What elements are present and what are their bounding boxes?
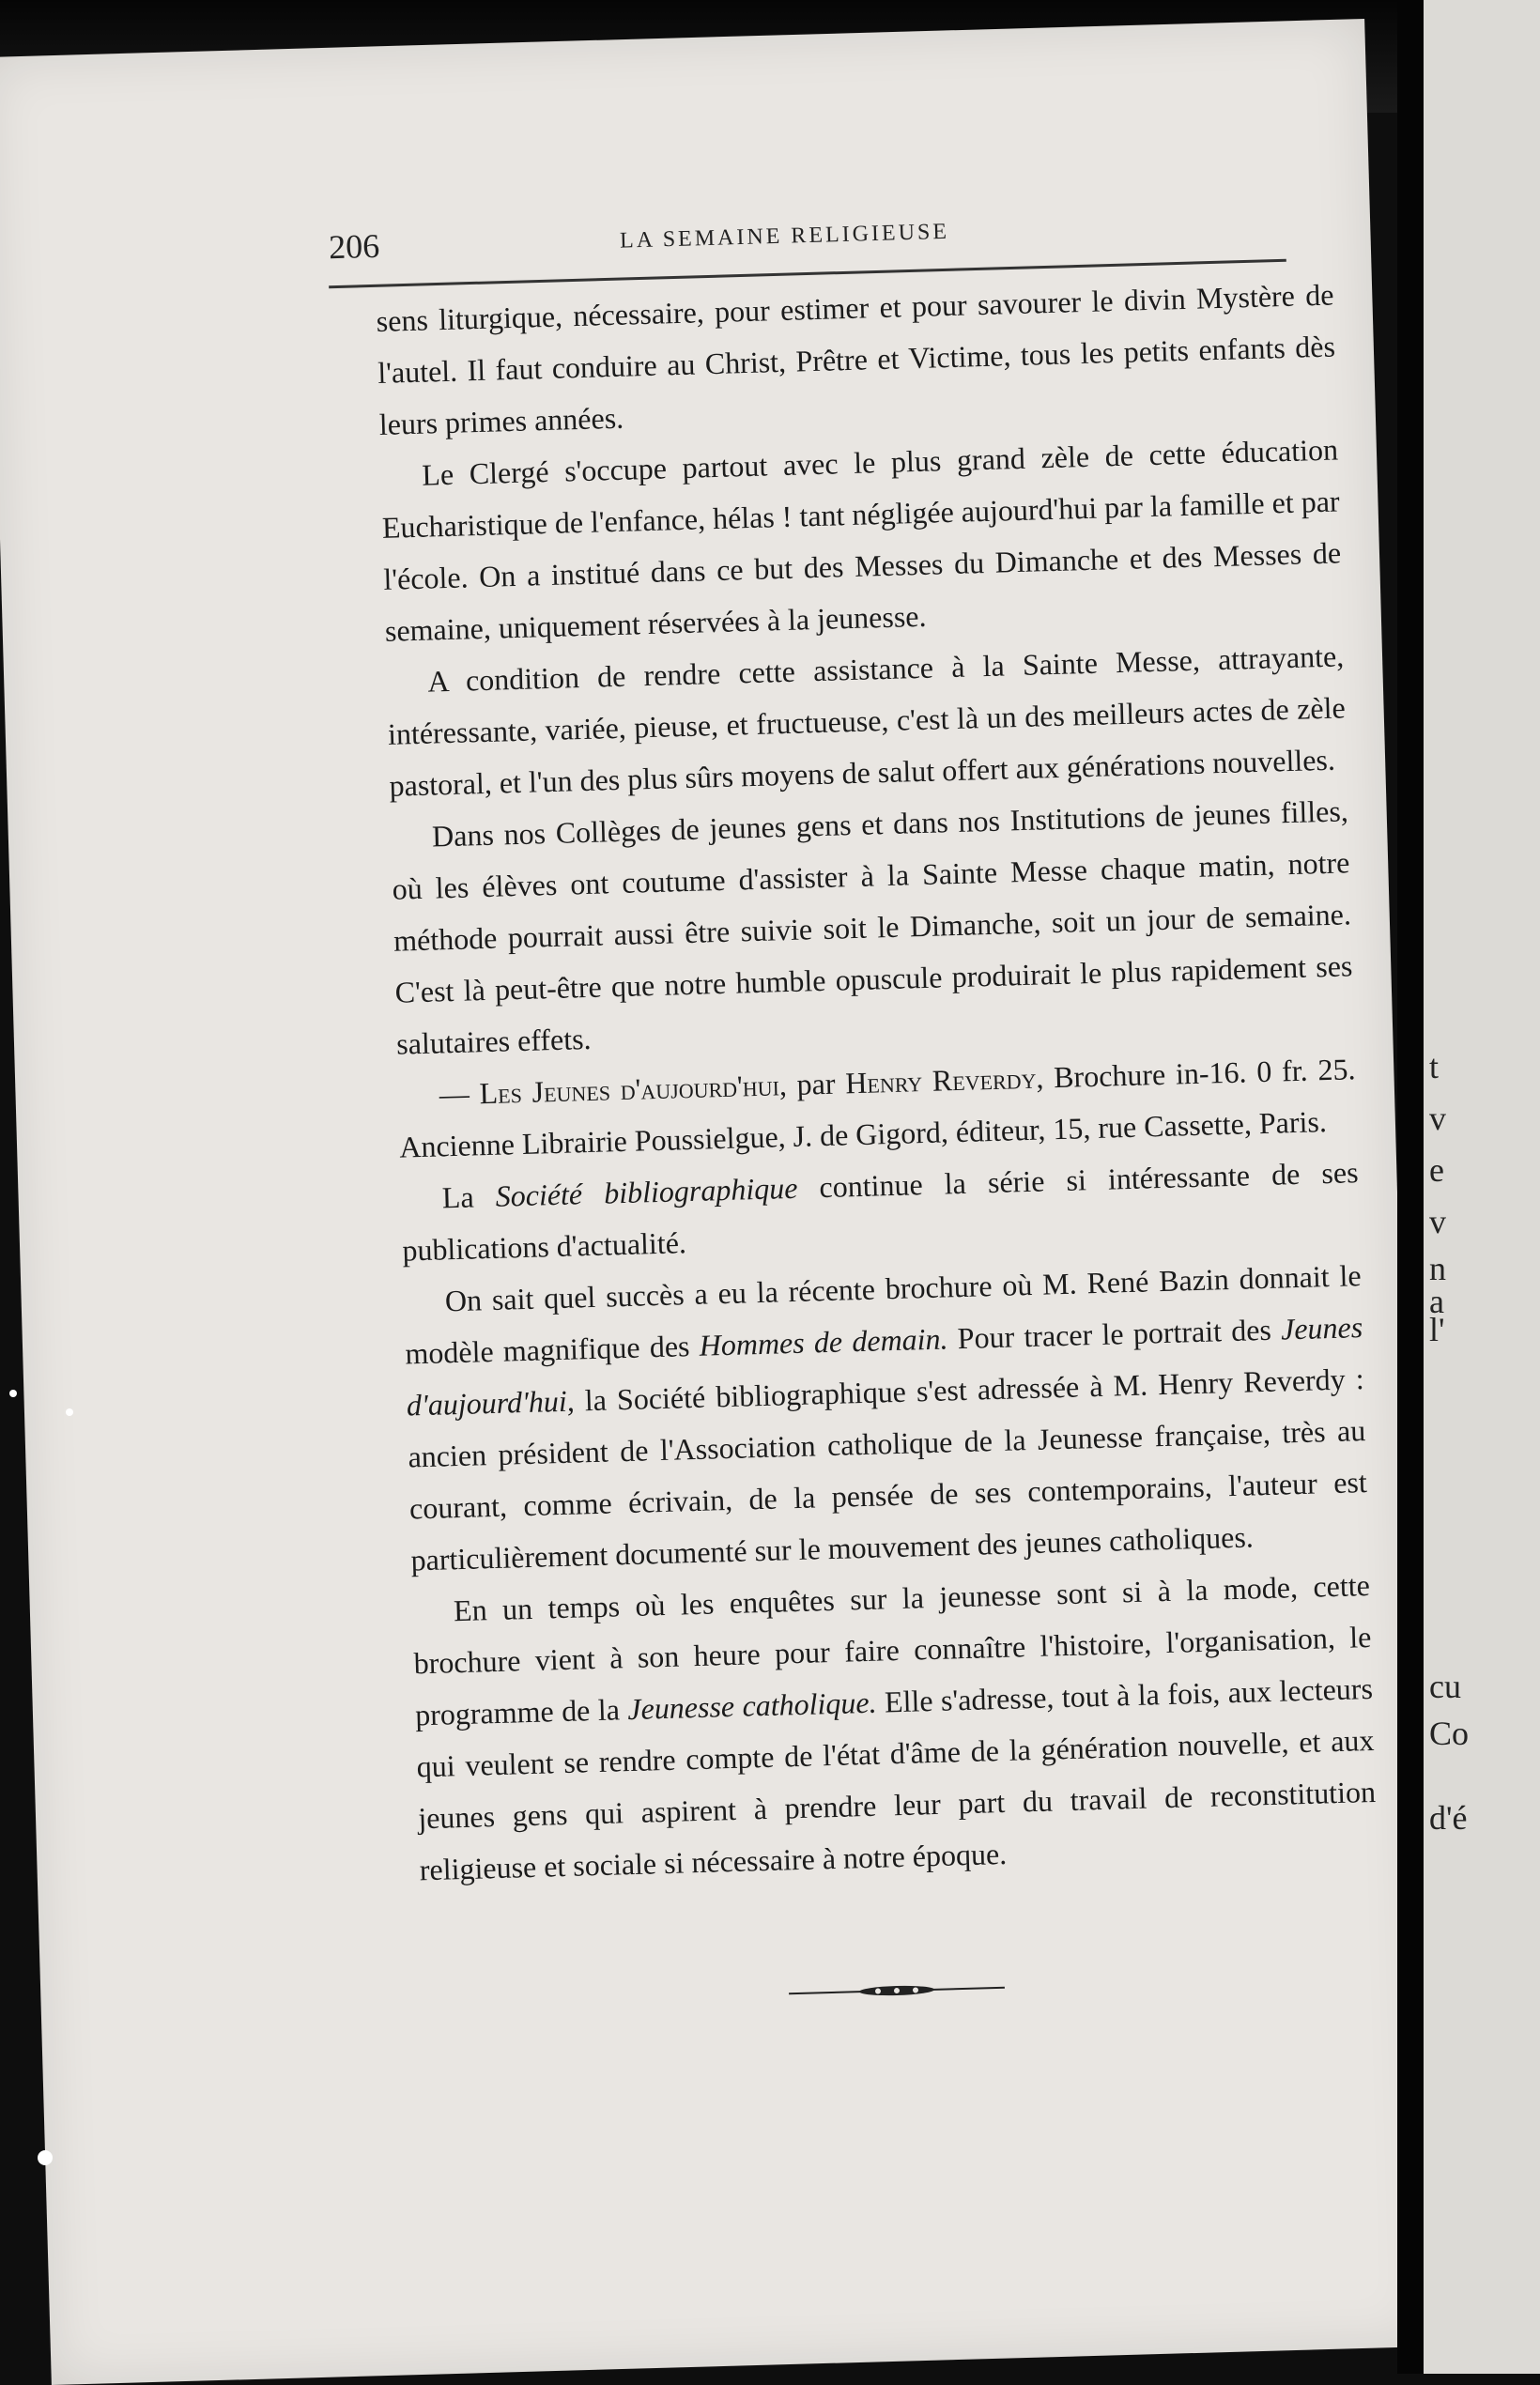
notice-details: , Brochure in-16. 0 fr. 25. Ancienne Librairie Poussielgue, J. de Gigord, éditeur, 15, rue Cassette, Paris.: [398, 1052, 1356, 1164]
facing-page-fragment: d'é: [1429, 1799, 1468, 1837]
running-title: LA SEMAINE RELIGIEUSE: [619, 219, 950, 254]
facing-page-fragment: t: [1429, 1048, 1440, 1085]
text-run: continue la série si intéressante de ses publications d'actualité.: [401, 1155, 1359, 1268]
facing-page-fragment: Co: [1429, 1715, 1470, 1752]
facing-page-fragment: cu: [1429, 1668, 1461, 1705]
text-run: La: [441, 1178, 497, 1215]
paragraph: A condition de rendre cette assistance à la Sainte Messe, attrayante, intéressante, variée, pieuse, et fructueuse, c'est là un des meilleurs actes de zèle pastoral, et l'un des plus sûrs moyens de salut offert aux générations nouvelles.: [387, 639, 1347, 803]
scan-speck: [66, 1408, 73, 1416]
facing-page-fragment: v: [1429, 1203, 1446, 1240]
page-gutter: [1397, 0, 1424, 2374]
text-run: la Société bibliographique s'est adressée à M. Henry Reverdy : ancien président de l'Association catholique de la Jeunesse française, très au courant, comme écrivain, de la pensée de ses contemporains, l'auteur est particulièrement documenté sur le mouvement des jeunes catholiques.: [408, 1362, 1368, 1577]
italic-run: Société bibliographique: [495, 1170, 798, 1213]
facing-page-fragment: n: [1429, 1250, 1446, 1287]
text-run: En un temps où les enquêtes sur la jeunesse sont si à la mode, cette brochure vient à son heure pour faire connaître l'histoire, l'organisation, le programme de la: [413, 1567, 1372, 1732]
book-author: Henry Reverdy: [844, 1060, 1037, 1100]
notice-dash: —: [439, 1076, 481, 1112]
text-run: Pour tracer le portrait des: [947, 1312, 1282, 1356]
text-run: Elle s'adresse, tout à la fois, aux lecteurs qui veulent se rendre compte de l'état d'âme de la génération nouvelle, et aux jeunes gens qui aspirent à prendre leur part du travail de reconstitution religieuse et sociale si nécessaire à notre époque.: [416, 1670, 1377, 1887]
paragraph: Dans nos Collèges de jeunes gens et dans nos Institutions de jeunes filles, où les élèves ont coutume d'assister à la Sainte Messe chaque matin, notre méthode pourrait aussi être suivie soit le Dimanche, soit un jour de semaine. C'est là peut-être que notre humble opuscule produirait le plus rapidement ses salutaires effets.: [392, 793, 1353, 1061]
facing-page-fragment: a: [1429, 1283, 1444, 1320]
italic-run: Jeunesse catholique.: [626, 1685, 878, 1727]
italic-run: Jeunes d'aujourd'hui,: [406, 1310, 1363, 1423]
facing-page-fragment: e: [1429, 1151, 1444, 1189]
paragraph: Le Clergé s'occupe partout avec le plus grand zèle de cette éducation Eucharistique de l'enfance, hélas ! tant négligée aujourd'hui par la famille et par l'école. On a institué dans ce but des Messes du Dimanche et des Messes de semaine, uniquement réservées à la jeunesse.: [381, 432, 1342, 648]
italic-run: Hommes de demain.: [699, 1321, 948, 1362]
page-number: 206: [328, 226, 380, 267]
paragraph: [411, 1560, 1378, 1896]
notice-by: , par: [778, 1066, 846, 1102]
scan-speck: [9, 1390, 17, 1397]
article-body: [376, 269, 1378, 1897]
book-title: Les Jeunes d'aujourd'hui: [479, 1068, 780, 1111]
paragraph: [403, 1250, 1369, 1586]
scan-speck: [38, 2150, 53, 2165]
facing-page-edge: [1424, 0, 1540, 2374]
text-run: On sait quel succès a eu la récente brochure où M. René Bazin donnait le modèle magnifique des: [404, 1258, 1363, 1371]
paragraph: sens liturgique, nécessaire, pour estimer et pour savourer le divin Mystère de l'autel. Il faut conduire au Christ, Prêtre et Victime, tous les petits enfants dès leurs primes années.: [376, 277, 1336, 441]
facing-page-fragment: l': [1429, 1311, 1445, 1348]
facing-page-fragment: v: [1429, 1100, 1446, 1137]
